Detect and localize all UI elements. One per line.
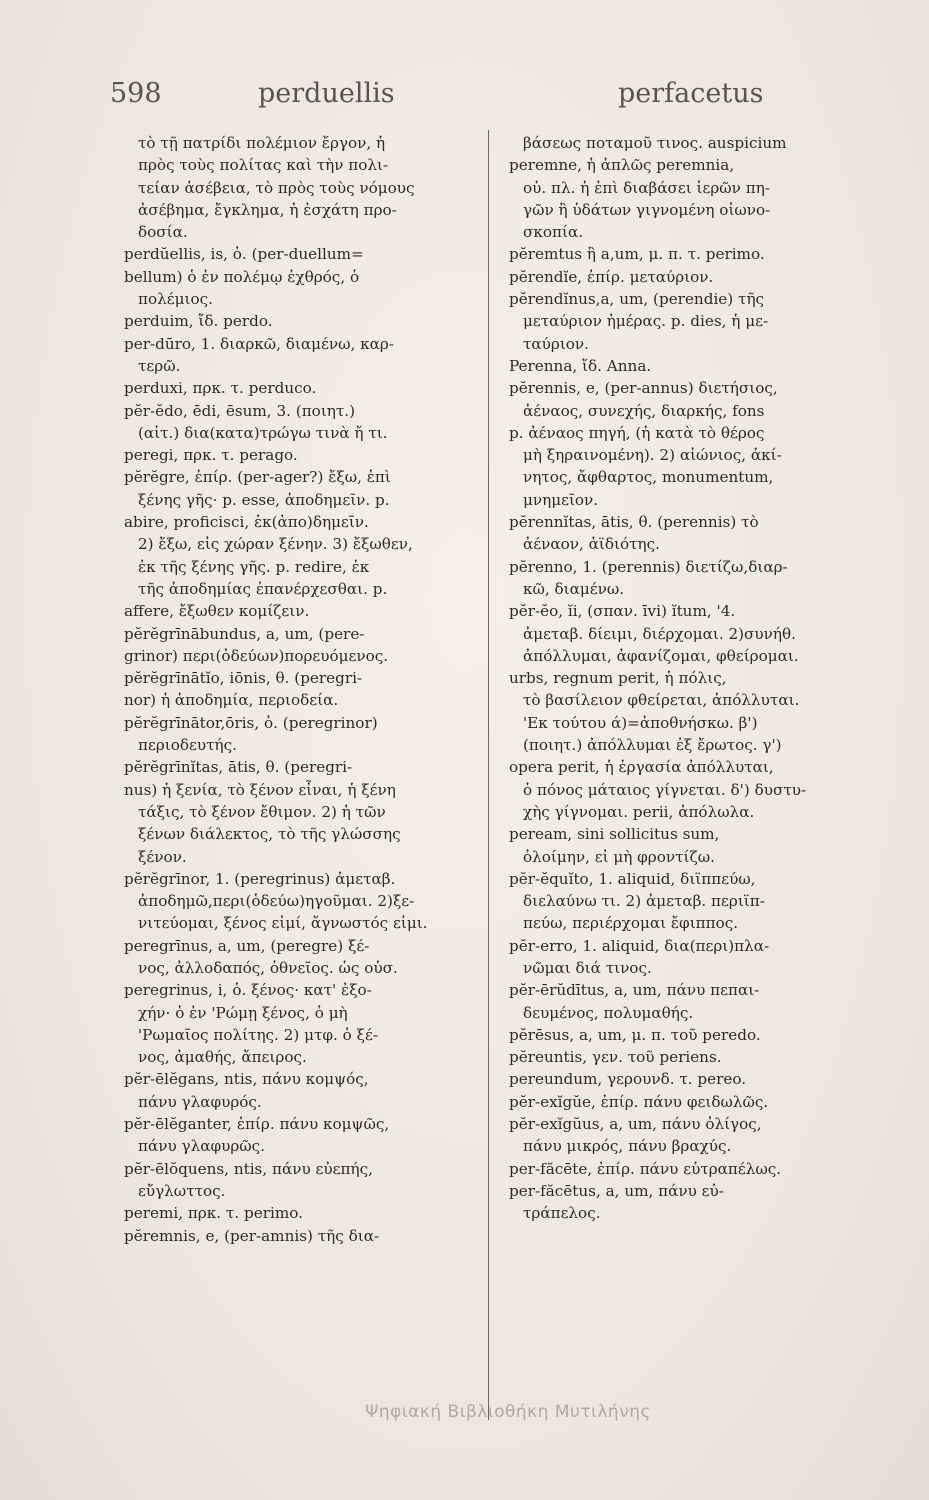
left-column — [124, 132, 496, 1247]
text-line: πάνυ γλαφυρός. — [138, 1092, 262, 1111]
text-line: affere, ἔξωθεν κομίζειν. — [124, 602, 310, 621]
text-line: peream, sini sollicitus sum, — [509, 825, 720, 844]
text-line: κῶ, διαμένω. — [523, 579, 625, 598]
text-line: ἀπόλλυμαι, ἀφανίζομαι, φθείρομαι. — [523, 646, 799, 665]
text-line: pĕr-ēlĕgans, ntis, πάνυ κομψός, — [124, 1070, 369, 1089]
text-line: χὴς γίγνομαι. perii, ἀπόλωλα. — [523, 802, 755, 821]
text-line: pĕremnis, e, (per-amnis) τῆς δια- — [124, 1226, 380, 1245]
text-line: ξένης γῆς· p. esse, ἀποδημεῖν. p. — [138, 490, 390, 509]
text-line: peregi, πρκ. τ. perago. — [124, 446, 298, 465]
text-line: pĕreuntis, γεν. τοῦ periens. — [509, 1048, 722, 1067]
text-line: nus) ἡ ξενία, τὸ ξένον εἶναι, ἡ ξένη — [124, 780, 396, 799]
text-line: pĕrĕgrīnābundus, a, um, (pere- — [124, 624, 365, 643]
text-line: μεταύριον ἡμέρας. p. dies, ἡ με- — [523, 312, 769, 331]
text-line: βάσεως ποταμοῦ τινος. auspicium — [523, 134, 787, 152]
text-line: μὴ ξηραινομένη). 2) αἰώνιος, ἀκί- — [523, 446, 782, 465]
text-line: (ποιητ.) ἀπόλλυμαι ἐξ ἔρωτος. γ') — [523, 736, 782, 755]
text-line: ξένον. — [138, 847, 187, 866]
text-line: τῆς ἀποδημίας ἐπανέρχεσθαι. p. — [138, 579, 388, 598]
text-line: bellum) ὁ ἐν πολέμῳ ἐχθρός, ὁ — [124, 267, 360, 286]
text-line: οὐ. πλ. ἡ ἐπὶ διαβάσει ἱερῶν πη- — [523, 178, 770, 197]
right-running-headword: perfacetus — [618, 78, 764, 109]
text-line: δοσία. — [138, 223, 188, 242]
text-line: τάξις, τὸ ξένον ἔθιμον. 2) ἡ τῶν — [138, 802, 386, 821]
text-line: πολέμιος. — [138, 290, 213, 309]
text-line: pĕr-exĭgŭus, a, um, πάνυ ὀλίγος, — [509, 1115, 762, 1134]
text-line: pĕr-ērŭdītus, a, um, πάνυ πεπαι- — [509, 981, 760, 1000]
text-line: πάνυ μικρός, πάνυ βραχύς. — [523, 1137, 732, 1156]
text-line: νος, ἀλλοδαπός, ὀθνεῖος. ὡς οὐσ. — [138, 958, 398, 977]
text-line: νιτεύομαι, ξένος εἰμί, ἄγνωστός εἰμι. — [138, 914, 428, 933]
text-line: ταύριον. — [523, 334, 589, 353]
text-line: pĕr-erro, 1. aliquid, δια(περι)πλα- — [509, 936, 770, 955]
text-line: peremi, πρκ. τ. perimo. — [124, 1204, 303, 1223]
text-line: perdŭellis, is, ὁ. (per-duellum= — [124, 245, 364, 264]
text-line: pĕr-ĕdo, ēdi, ēsum, 3. (ποιητ.) — [124, 401, 356, 420]
text-line: per-făcētus, a, um, πάνυ εὐ- — [509, 1181, 724, 1200]
text-line: τράπελος. — [523, 1204, 601, 1223]
text-line: πεύω, περιέρχομαι ἔφιππος. — [523, 914, 739, 933]
text-line: πρὸς τοὺς πολίτας καὶ τὴν πολι- — [138, 156, 389, 175]
text-line: pĕrēsus, a, um, μ. π. τοῦ peredo. — [509, 1025, 761, 1044]
page-number: 598 — [110, 78, 162, 109]
text-line: 2) ἔξω, εἰς χώραν ξένην. 3) ἔξωθεν, — [138, 535, 413, 554]
text-line: per-făcēte, ἐπίρ. πάνυ εὐτραπέλως. — [509, 1159, 782, 1178]
text-line: peremne, ἡ ἁπλῶς peremnia, — [509, 156, 735, 175]
text-line: pĕrĕgre, ἐπίρ. (per-ager?) ἔξω, ἐπὶ — [124, 468, 391, 487]
text-line: νος, ἀμαθής, ἄπειρος. — [138, 1048, 307, 1067]
text-line: peregrīnus, a, um, (peregre) ξέ- — [124, 936, 370, 955]
text-line: ξένων διάλεκτος, τὸ τῆς γλώσσης — [138, 825, 401, 844]
text-line: pereundum, γερουνδ. τ. pereo. — [509, 1070, 747, 1089]
text-line: Perenna, ἴδ. Anna. — [509, 356, 652, 375]
page-header — [110, 78, 770, 118]
text-line: peregrinus, i, ὁ. ξένος· κατ' ἐξο- — [124, 981, 372, 1000]
left-running-headword: perduellis — [258, 78, 395, 109]
text-line: perduxi, πρκ. τ. perduco. — [124, 379, 317, 398]
text-line: 'Ρωμαῖος πολίτης. 2) μτφ. ὁ ξέ- — [138, 1025, 379, 1044]
text-line: grinor) περι(ὁδεύων)πορευόμενος. — [124, 646, 389, 665]
text-line: χήν· ὁ ἐν 'Ρώμῃ ξένος, ὁ μὴ — [138, 1003, 348, 1022]
text-line: pĕrĕgrīnĭtas, ātis, θ. (peregri- — [124, 758, 353, 777]
text-line: pĕrennis, e, (per-annus) διετήσιος, — [509, 379, 778, 398]
text-line: abire, proficisci, ἐκ(ἀπο)δημεῖν. — [124, 513, 369, 532]
text-line: pĕrĕgrīnātĭo, iōnis, θ. (peregri- — [124, 669, 363, 688]
text-line: σκοπία. — [523, 223, 584, 242]
text-line: νητος, ἄφθαρτος, monumentum, — [523, 468, 774, 487]
library-watermark: Ψηφιακή Βιβλιοθήκη Μυτιλήνης — [365, 1402, 651, 1422]
text-line: ὁ πόνος μάταιος γίγνεται. δ') δυστυ- — [523, 780, 807, 799]
text-line: τὸ τῇ πατρίδι πολέμιον ἔργον, ἡ — [138, 134, 386, 152]
text-line: pĕremtus ἢ a,um, μ. π. τ. perimo. — [509, 245, 765, 264]
text-line: (αἰτ.) δια(κατα)τρώγω τινὰ ἤ τι. — [138, 423, 388, 442]
text-line: περιοδευτής. — [138, 736, 237, 755]
text-line: νῶμαι διά τινος. — [523, 958, 652, 977]
text-line: 'Εκ τούτου ά)=ἀποθνήσκω. β') — [523, 713, 758, 732]
text-line: perduim, ἴδ. perdo. — [124, 312, 273, 331]
text-line: ἐκ τῆς ξένης γῆς. p. redire, ἐκ — [138, 557, 370, 576]
text-line: pĕrenno, 1. (perennis) διετίζω,διαρ- — [509, 557, 788, 576]
text-line: pĕrendĭnus,a, um, (perendie) τῆς — [509, 290, 765, 309]
text-line: pĕr-ĕo, ĭi, (σπαν. īvi) ĭtum, '4. — [509, 602, 736, 621]
text-line: ἀμεταβ. δίειμι, διέρχομαι. 2)συνήθ. — [523, 624, 796, 643]
text-line: urbs, regnum perit, ἡ πόλις, — [509, 669, 727, 688]
text-line: pĕrennĭtas, ātis, θ. (perennis) τὸ — [509, 513, 759, 532]
text-line: διελαύνω τι. 2) ἀμεταβ. περιϊπ- — [523, 892, 765, 911]
text-line: pĕrendĭe, ἐπίρ. μεταύριον. — [509, 267, 714, 286]
right-column — [509, 132, 881, 1225]
text-line: pĕrĕgrīnor, 1. (peregrinus) ἀμεταβ. — [124, 869, 396, 888]
text-line: ἀέναον, ἀϊδιότης. — [523, 535, 660, 554]
text-line: pĕr-ēlŏquens, ntis, πάνυ εὐεπής, — [124, 1159, 373, 1178]
text-line: ἀποδημῶ,περι(ὁδεύω)ηγοῦμαι. 2)ξε- — [138, 892, 415, 911]
column-divider — [488, 130, 489, 1420]
text-line: pĕr-exĭgŭe, ἐπίρ. πάνυ φειδωλῶς. — [509, 1092, 769, 1111]
text-line: γῶν ἢ ὑδάτων γιγνομένη οἰωνο- — [523, 200, 771, 219]
text-line: τείαν ἀσέβεια, τὸ πρὸς τοὺς νόμους — [138, 178, 415, 197]
text-line: per-dūro, 1. διαρκῶ, διαμένω, καρ- — [124, 334, 394, 353]
text-line: εὔγλωττος. — [138, 1181, 226, 1200]
text-line: opera perit, ἡ ἐργασία ἀπόλλυται, — [509, 758, 774, 777]
text-line: δευμένος, πολυμαθής. — [523, 1003, 694, 1022]
text-line: pĕr-ĕquĭto, 1. aliquid, διϊππεύω, — [509, 869, 756, 888]
text-line: ἀσέβημα, ἔγκλημα, ἡ ἐσχάτη προ- — [138, 200, 397, 219]
text-line: pĕr-ēlĕganter, ἐπίρ. πάνυ κομψῶς, — [124, 1115, 390, 1134]
text-line: ὀλοίμην, εἰ μὴ φροντίζω. — [523, 847, 715, 866]
text-line: nor) ἡ ἀποδημία, περιοδεία. — [124, 691, 339, 710]
text-line: πάνυ γλαφυρῶς. — [138, 1137, 266, 1156]
text-line: μνημεῖον. — [523, 490, 599, 509]
text-line: τὸ βασίλειον φθείρεται, ἀπόλλυται. — [523, 691, 800, 710]
text-line: p. ἀέναος πηγή, (ἡ κατὰ τὸ θέρος — [509, 423, 765, 442]
text-line: τερῶ. — [138, 356, 181, 375]
text-line: pĕrĕgrīnātor,ōris, ὁ. (peregrinor) — [124, 713, 378, 732]
text-line: ἀέναος, συνεχής, διαρκής, fons — [523, 401, 765, 420]
